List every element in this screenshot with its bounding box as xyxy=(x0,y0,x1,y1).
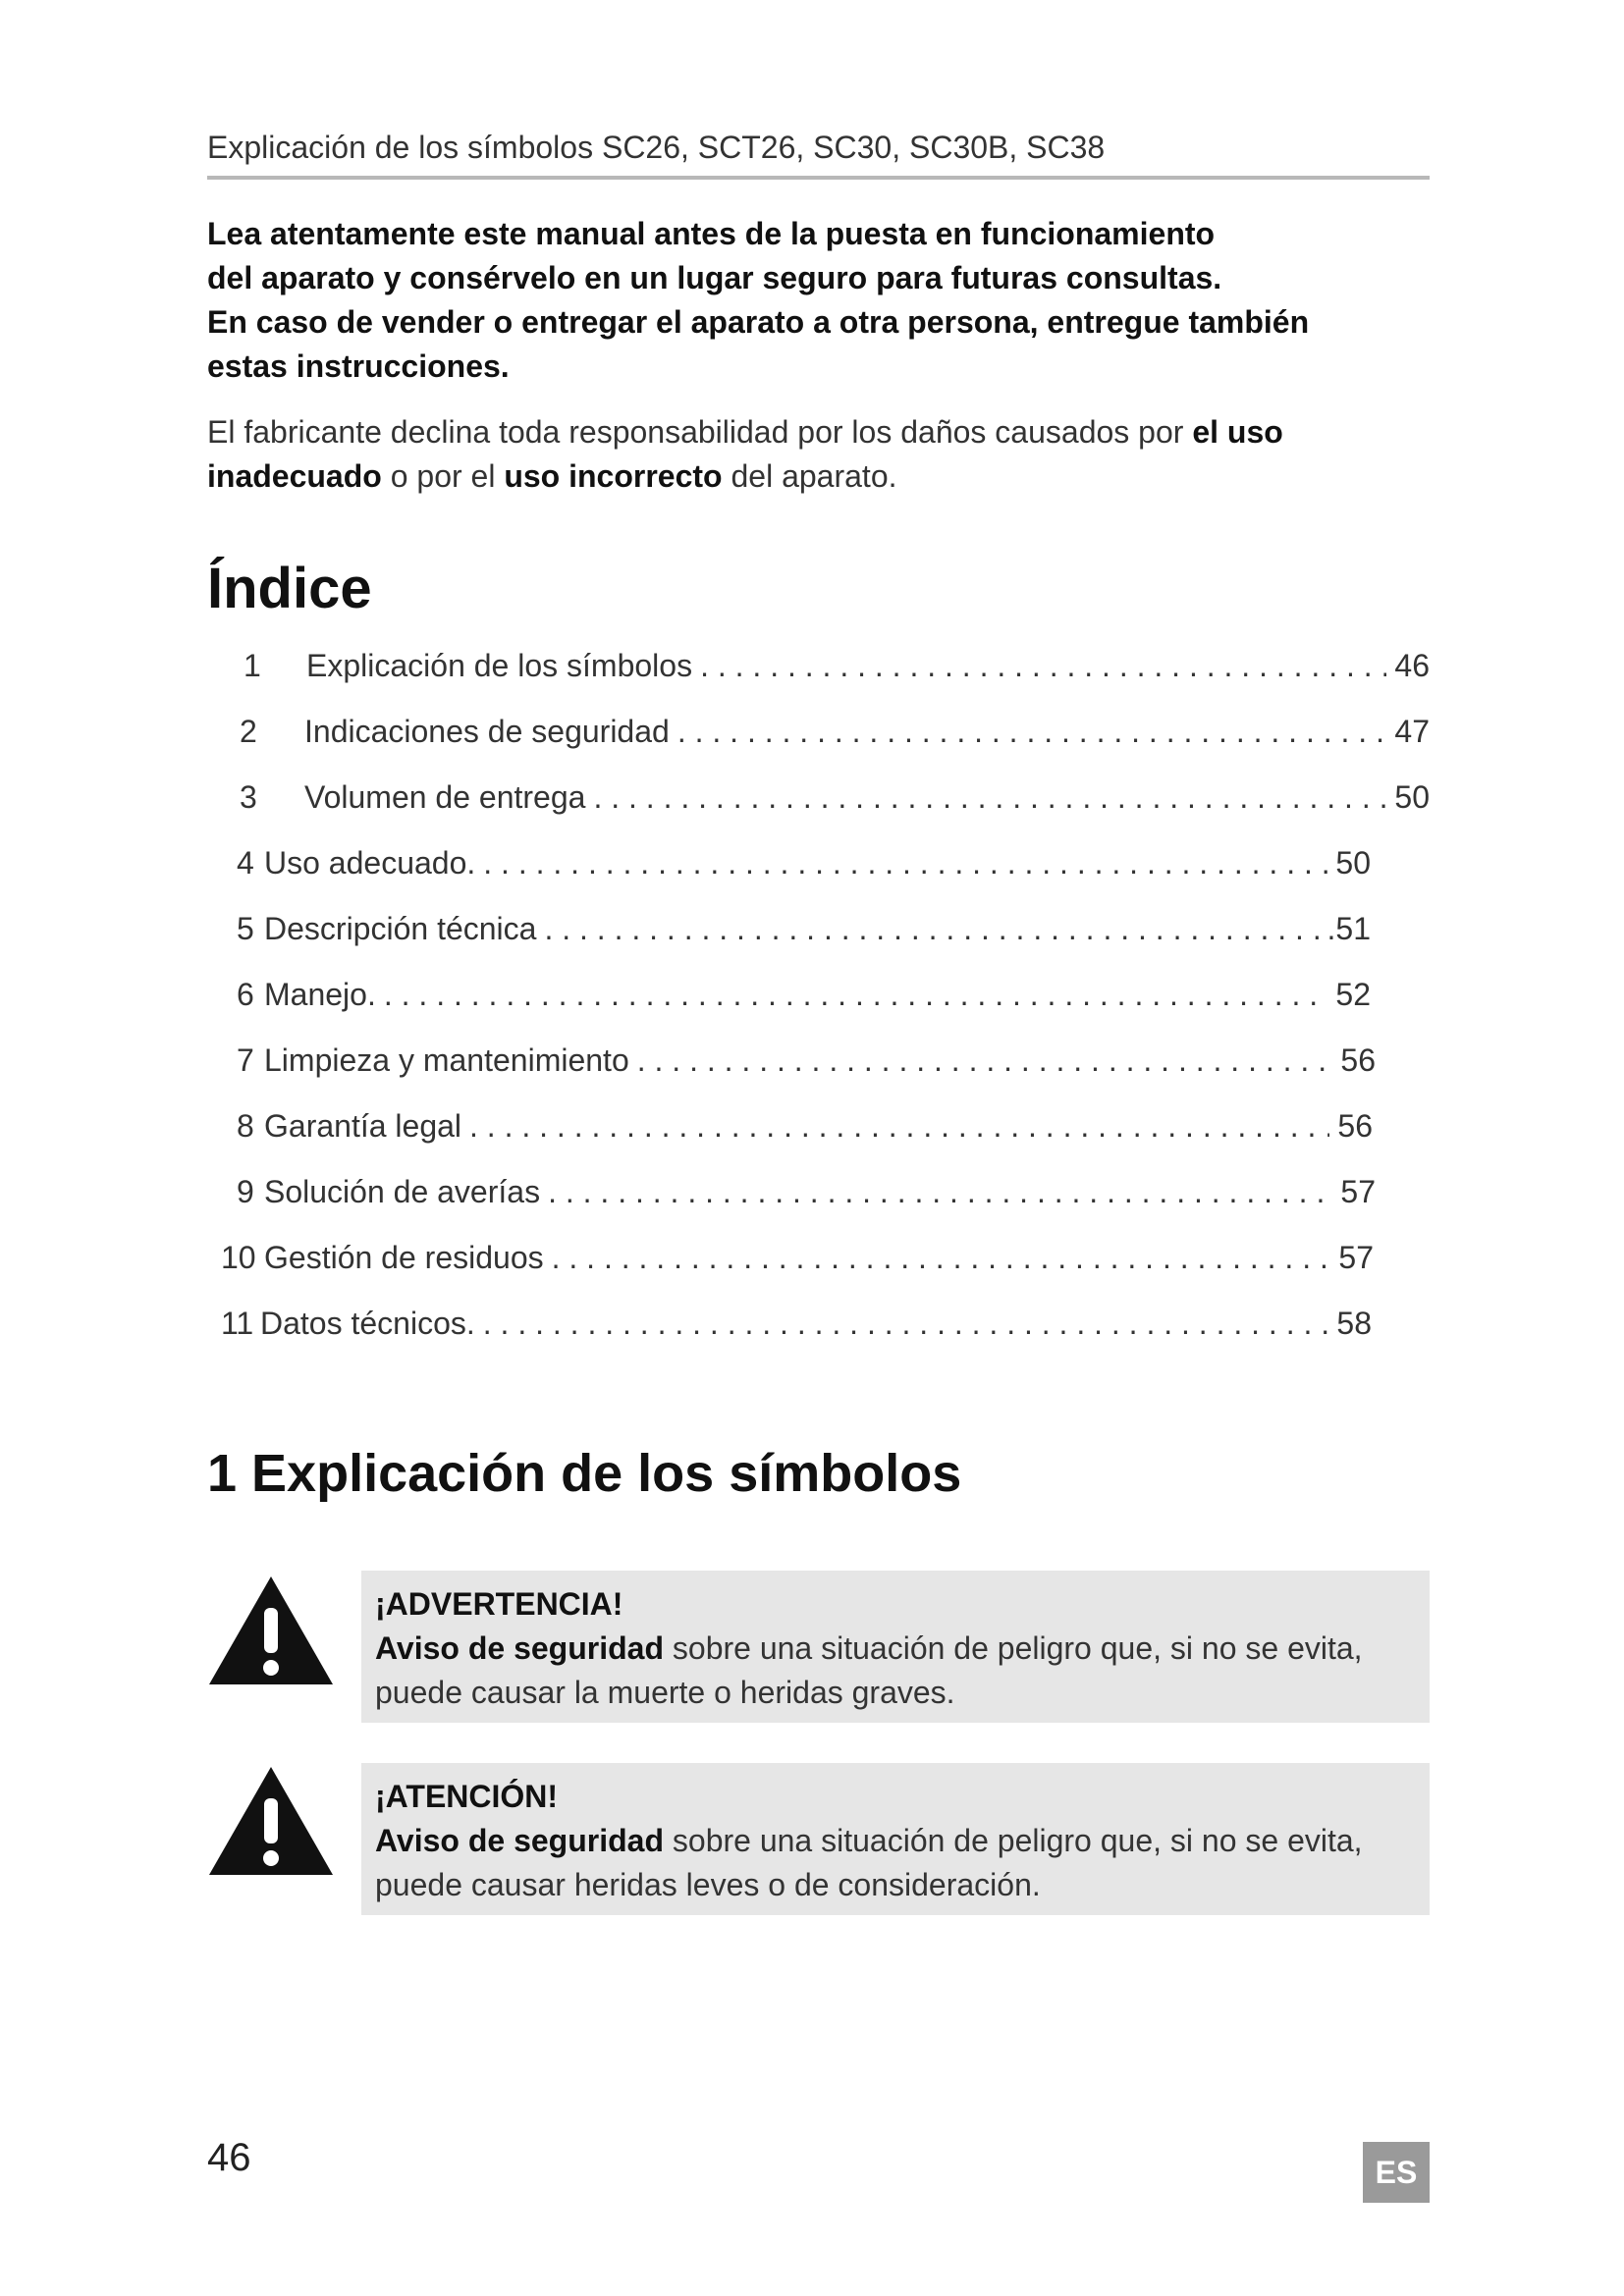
toc-entry-page: 56 xyxy=(1337,1108,1373,1144)
toc-entry-number: 9 xyxy=(237,1174,254,1209)
section-1-title: 1 Explicación de los símbolos xyxy=(207,1444,962,1503)
toc-entry-number: 1 xyxy=(244,648,261,683)
toc-entry-5[interactable] xyxy=(237,911,1371,954)
toc-entry-page: 57 xyxy=(1338,1240,1374,1275)
toc-leader-dots xyxy=(544,911,1319,947)
toc-entry-10[interactable] xyxy=(221,1240,1374,1283)
toc-entry-6[interactable] xyxy=(237,977,1371,1020)
toc-leader-dots xyxy=(483,845,1327,881)
language-badge: ES xyxy=(1363,2142,1430,2203)
disclaimer-text: del aparato. xyxy=(722,458,897,494)
toc-entry-11[interactable] xyxy=(221,1306,1372,1349)
toc-entry-1[interactable] xyxy=(244,648,1430,691)
warning-label: ¡ADVERTENCIA! xyxy=(375,1586,623,1622)
notice-emphasis: Aviso de seguridad xyxy=(375,1823,664,1858)
toc-entry-number: 8 xyxy=(237,1108,254,1144)
toc-entry-number: 4 xyxy=(237,845,254,881)
toc-entry-page: .51 xyxy=(1326,911,1371,946)
toc-entry-title: Descripción técnica xyxy=(264,911,537,946)
toc-entry-8[interactable] xyxy=(237,1108,1373,1151)
toc-entry-title: Solución de averías xyxy=(264,1174,541,1209)
toc-leader-dots xyxy=(469,1108,1329,1145)
toc-entry-number: 11 xyxy=(221,1306,254,1341)
toc-entry-title: Garantía legal xyxy=(264,1108,462,1144)
caution-notice-box xyxy=(361,1763,1430,1915)
disclaimer-emphasis: el uso inadecuado xyxy=(207,414,1283,494)
toc-entry-page: 52 xyxy=(1335,977,1371,1012)
toc-entry-4[interactable] xyxy=(237,845,1371,888)
toc-entry-number: 10 xyxy=(221,1240,256,1275)
toc-leader-dots xyxy=(384,977,1328,1013)
toc-entry-number: 6 xyxy=(237,977,254,1012)
caution-notice xyxy=(207,1763,1430,1920)
index-title: Índice xyxy=(207,557,372,620)
notice-text: sobre una situación de peligro que, si no se evita, puede causar heridas leves o de consideración. xyxy=(375,1823,1363,1902)
toc-entry-title: Datos técnicos. xyxy=(260,1306,475,1341)
toc-entry-2[interactable] xyxy=(240,714,1430,757)
toc-leader-dots xyxy=(548,1174,1332,1210)
toc-entry-number: 3 xyxy=(240,779,257,815)
toc-entry-9[interactable] xyxy=(237,1174,1376,1217)
toc-entry-page: 46 xyxy=(1394,648,1430,683)
toc-leader-dots xyxy=(552,1240,1331,1276)
toc-entry-title: Indicaciones de seguridad xyxy=(304,714,670,749)
toc-leader-dots xyxy=(483,1306,1329,1342)
intro-line: En caso de vender o entregar el aparato a otra persona, entregue también xyxy=(207,304,1310,340)
document-page xyxy=(207,0,1430,2296)
page-number: 46 xyxy=(207,2136,251,2179)
toc-entry-title: Limpieza y mantenimiento xyxy=(264,1042,629,1078)
running-header: Explicación de los símbolos SC26, SCT26, SC30, SC30B, SC38 xyxy=(207,130,1430,180)
toc-entry-page: 58 xyxy=(1336,1306,1372,1341)
toc-entry-title: Explicación de los símbolos xyxy=(306,648,693,683)
intro-instructions xyxy=(207,212,1430,389)
toc-leader-dots xyxy=(700,648,1386,684)
toc-entry-page: 57 xyxy=(1340,1174,1376,1209)
toc-entry-page: 56 xyxy=(1340,1042,1376,1078)
disclaimer-text: o por el xyxy=(381,458,505,494)
toc-entry-3[interactable] xyxy=(240,779,1430,823)
toc-entry-page: 50 xyxy=(1335,845,1371,881)
toc-entry-page: 47 xyxy=(1394,714,1430,749)
warning-notice xyxy=(207,1571,1430,1728)
toc-entry-page: 50 xyxy=(1394,779,1430,815)
toc-leader-dots xyxy=(593,779,1386,816)
intro-line: Lea atentamente este manual antes de la puesta en funcionamiento xyxy=(207,216,1216,251)
toc-entry-title: Volumen de entrega xyxy=(304,779,586,815)
disclaimer-emphasis: uso incorrecto xyxy=(504,458,723,494)
warning-triangle-icon xyxy=(207,1575,335,1686)
toc-leader-dots xyxy=(637,1042,1333,1079)
toc-entry-title: Uso adecuado. xyxy=(264,845,476,881)
notice-emphasis: Aviso de seguridad xyxy=(375,1630,664,1666)
toc-entry-number: 5 xyxy=(237,911,254,946)
toc-leader-dots xyxy=(677,714,1387,750)
notice-text: sobre una situación de peligro que, si no se evita, puede causar la muerte o heridas graves. xyxy=(375,1630,1363,1710)
liability-disclaimer xyxy=(207,410,1430,499)
toc-entry-number: 2 xyxy=(240,714,257,749)
toc-entry-title: Gestión de residuos xyxy=(264,1240,544,1275)
toc-entry-7[interactable] xyxy=(237,1042,1376,1086)
warning-triangle-icon xyxy=(207,1765,335,1877)
intro-line: estas instrucciones. xyxy=(207,348,510,384)
warning-notice-box xyxy=(361,1571,1430,1723)
caution-label: ¡ATENCIÓN! xyxy=(375,1779,559,1814)
toc-entry-title: Manejo. xyxy=(264,977,376,1012)
disclaimer-text: El fabricante declina toda responsabilidad por los daños causados por xyxy=(207,414,1193,450)
toc-entry-number: 7 xyxy=(237,1042,254,1078)
intro-line: del aparato y consérvelo en un lugar seguro para futuras consultas. xyxy=(207,260,1222,295)
